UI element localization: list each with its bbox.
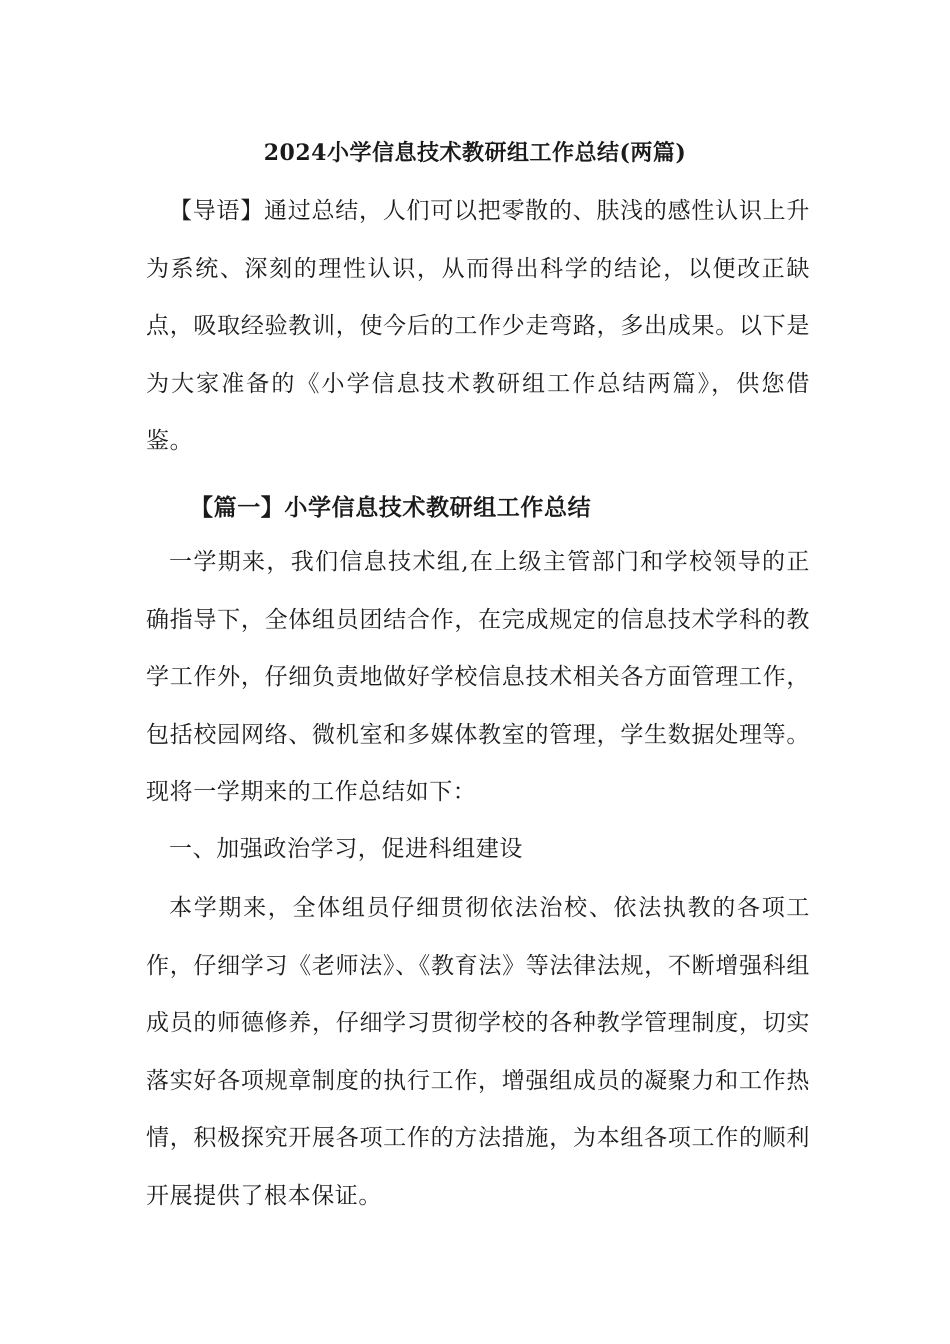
- body-paragraph: 本学期来，全体组员仔细贯彻依法治校、依法执教的各项工作，仔细学习《老师法》、《教育法》等法律法规，不断增强科组成员的师德修养，仔细学习贯彻学校的各种教学管理制度，切实落实好各项规章制度的执行工作，增强组成员的凝聚力和工作热情，积极探究开展各项工作的方法措施，为本组各项工作的顺利开展提供了根本保证。: [146, 895, 810, 1209]
- body-paragraph: 一学期来，我们信息技术组,在上级主管部门和学校领导的正确指导下，全体组员团结合作，在完成规定的信息技术学科的教学工作外，仔细负责地做好学校信息技术相关各方面管理工作，包括校园网络、微机室和多媒体教室的管理，学生数据处理等。现将一学期来的工作总结如下：: [146, 549, 810, 805]
- intro-tag: 【导语】: [169, 198, 264, 224]
- section-heading: 【篇一】小学信息技术教研组工作总结: [190, 494, 592, 521]
- intro-text: 通过总结，人们可以把零散的、肤浅的感性认识上升为系统、深刻的理性认识，从而得出科学的结论，以便改正缺点，吸取经验教训，使今后的工作少走弯路，多出成果。以下是为大家准备的《小学信息技术教研组工作总结两篇》，供您借鉴。: [146, 198, 810, 454]
- intro-paragraph: [146, 183, 810, 471]
- subheading: 一、加强政治学习，促进科组建设: [169, 836, 523, 862]
- document-title: 2024小学信息技术教研组工作总结(两篇): [263, 140, 687, 166]
